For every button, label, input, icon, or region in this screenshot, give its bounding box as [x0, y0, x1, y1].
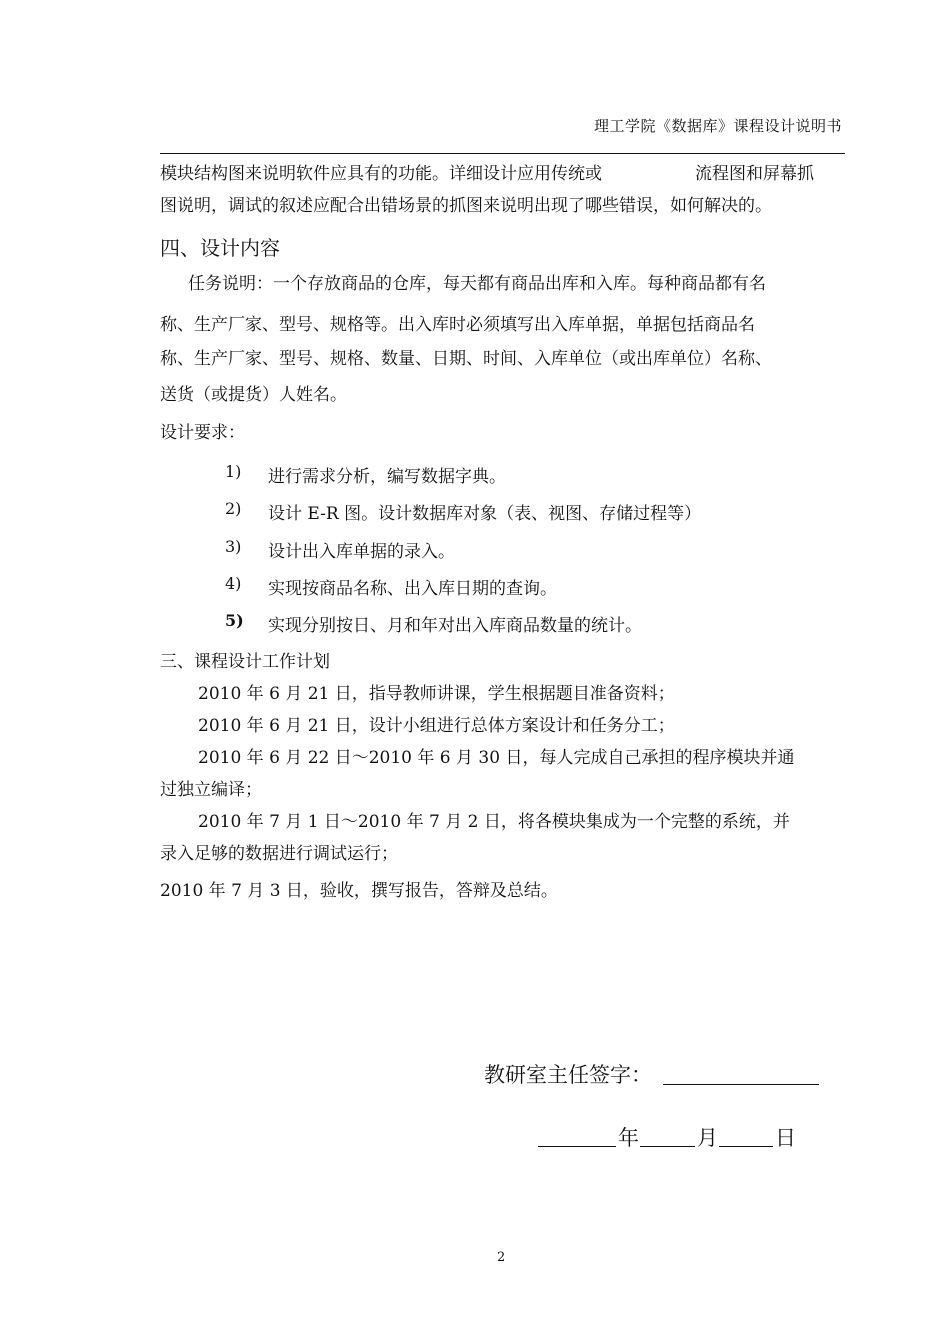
signature-line [663, 1084, 819, 1085]
running-header: 理工学院《数据库》课程设计说明书 [593, 117, 842, 135]
day-blank-line [719, 1146, 773, 1147]
req-num-2: 2) [225, 499, 242, 518]
intro-line-1a: 模块结构图来说明软件应具有的功能。详细设计应用传统或 [160, 164, 602, 184]
req-num-3: 3) [225, 537, 242, 556]
plan-line-1: 2010 年 6 月 21 日，指导教师讲课，学生根据题目准备资料； [198, 684, 675, 704]
intro-line-1b: 流程图和屏幕抓 [695, 164, 814, 184]
day-label: 日 [775, 1126, 796, 1150]
req-num-4: 4) [225, 574, 242, 593]
req-text-1: 进行需求分析，编写数据字典。 [268, 467, 506, 487]
requirements-label: 设计要求： [160, 423, 245, 443]
plan-line-3: 2010 年 6 月 22 日～2010 年 6 月 30 日，每人完成自己承担的程序模块并通 [198, 748, 795, 768]
plan-line-4: 过独立编译； [160, 780, 262, 800]
plan-line-6: 录入足够的数据进行调试运行； [160, 844, 398, 864]
plan-line-7: 2010 年 7 月 3 日，验收，撰写报告，答辩及总结。 [160, 881, 558, 901]
task-line-1: 任务说明：一个存放商品的仓库，每天都有商品出库和入库。每种商品都有名 [188, 274, 766, 294]
year-blank-line [538, 1146, 616, 1147]
req-text-5: 实现分别按日、月和年对出入库商品数量的统计。 [268, 616, 642, 636]
plan-line-2: 2010 年 6 月 21 日，设计小组进行总体方案设计和任务分工； [198, 716, 675, 736]
req-num-5: 5) [225, 611, 244, 630]
page-number: 2 [497, 1250, 506, 1265]
signature-label: 教研室主任签字： [484, 1063, 652, 1087]
intro-line-2: 图说明，调试的叙述应配合出错场景的抓图来说明出现了哪些错误，如何解决的。 [160, 196, 772, 216]
req-text-4: 实现按商品名称、出入库日期的查询。 [268, 579, 557, 599]
section-heading-design-content: 四、设计内容 [160, 236, 280, 260]
header-rule [160, 153, 845, 154]
task-line-4: 送货（或提货）人姓名。 [160, 385, 347, 405]
task-line-2: 称、生产厂家、型号、规格等。出入库时必须填写出入库单据，单据包括商品名 [160, 315, 755, 335]
plan-heading: 三、课程设计工作计划 [160, 652, 330, 672]
req-text-2: 设计 E-R 图。设计数据库对象（表、视图、存储过程等） [268, 504, 702, 524]
req-text-3: 设计出入库单据的录入。 [268, 542, 455, 562]
month-label: 月 [697, 1126, 718, 1150]
month-blank-line [640, 1146, 695, 1147]
req-num-1: 1) [225, 462, 242, 481]
year-label: 年 [618, 1126, 639, 1150]
plan-line-5: 2010 年 7 月 1 日～2010 年 7 月 2 日，将各模块集成为一个完整的系统，并 [198, 812, 790, 832]
task-line-3: 称、生产厂家、型号、规格、数量、日期、时间、入库单位（或出库单位）名称、 [160, 349, 772, 369]
